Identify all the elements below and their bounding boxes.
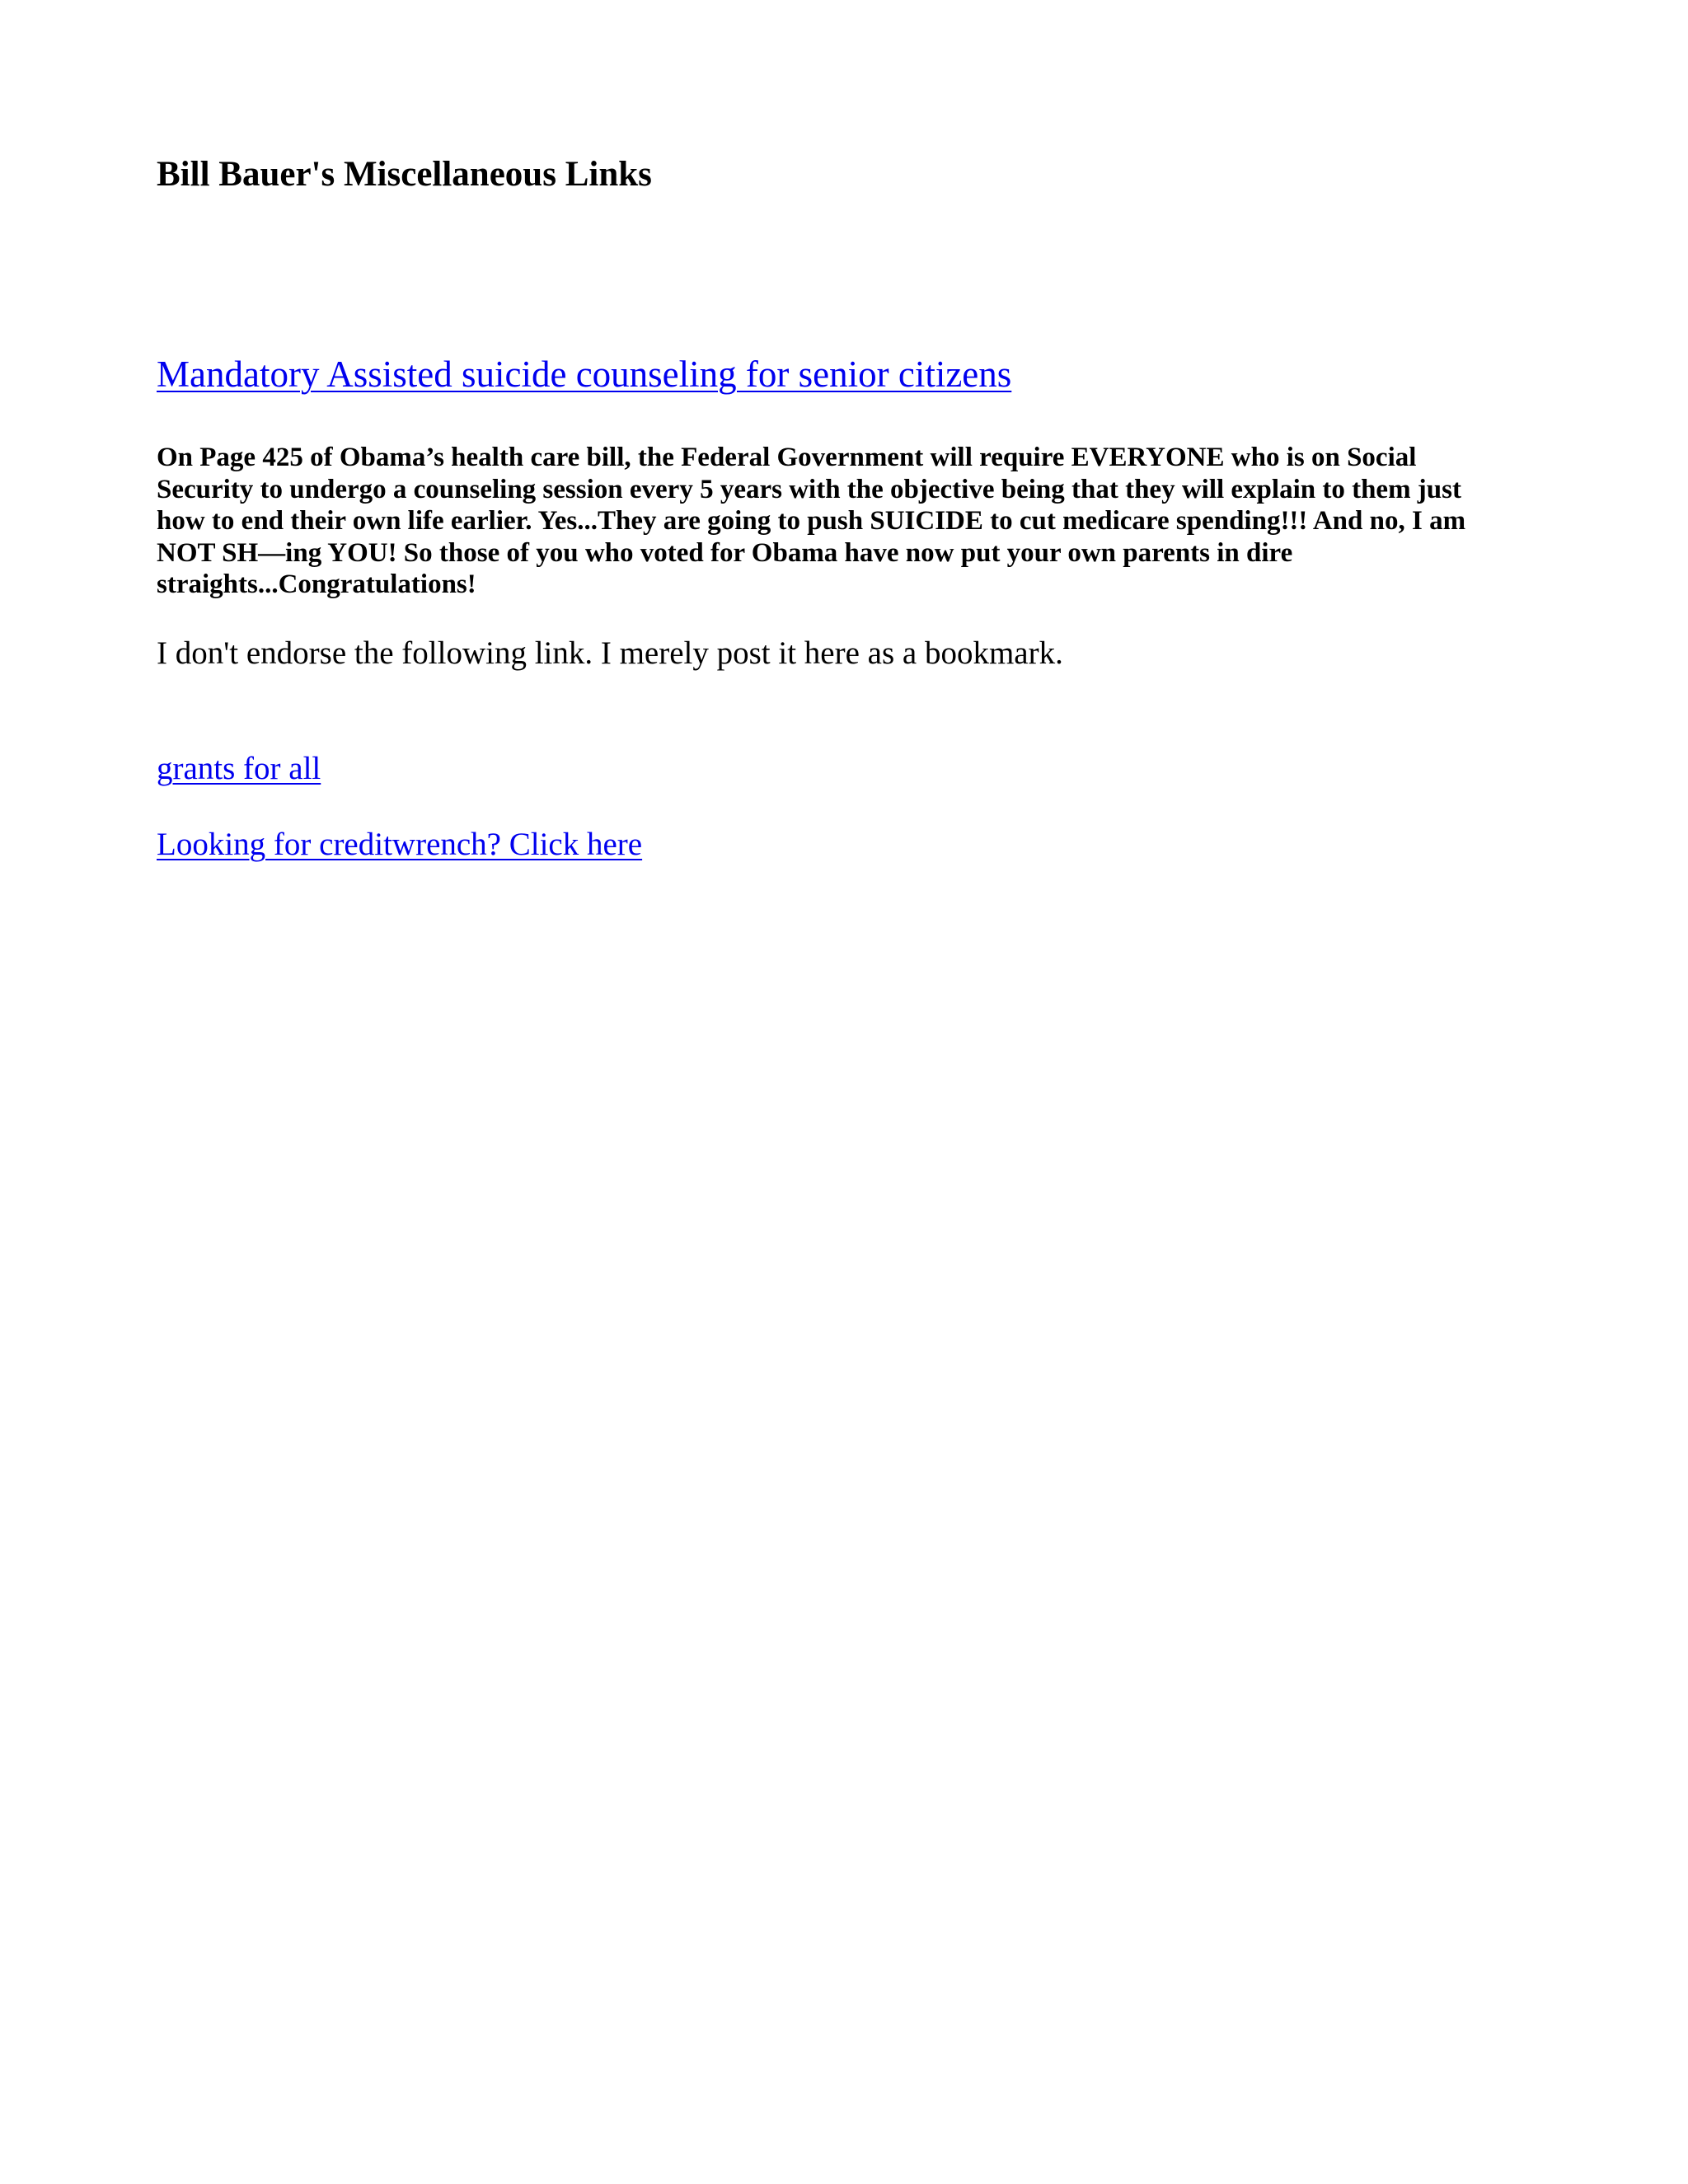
disclaimer-text: I don't endorse the following link. I merely post it here as a bookmark. [157,635,1063,671]
suicide-counseling-link[interactable]: Mandatory Assisted suicide counseling for senior citizens [157,354,1012,395]
grants-for-all-link[interactable]: grants for all [157,751,321,786]
page-title: Bill Bauer's Miscellaneous Links [157,155,652,194]
creditwrench-link[interactable]: Looking for creditwrench? Click here [157,827,643,862]
article-body-text: On Page 425 of Obama’s health care bill, the Federal Government will require EVERYONE who is on Social Security to undergo a counseling session every 5 years with the objective being that they will explain to them just how to end their own life earlier. Yes...They are going to push SUICIDE to cut medicare spending!!! And no, I am NOT SH—ing YOU! So those of you who voted for Obama have now put your own parents in dire straights...Congratulations! [157,443,1466,599]
